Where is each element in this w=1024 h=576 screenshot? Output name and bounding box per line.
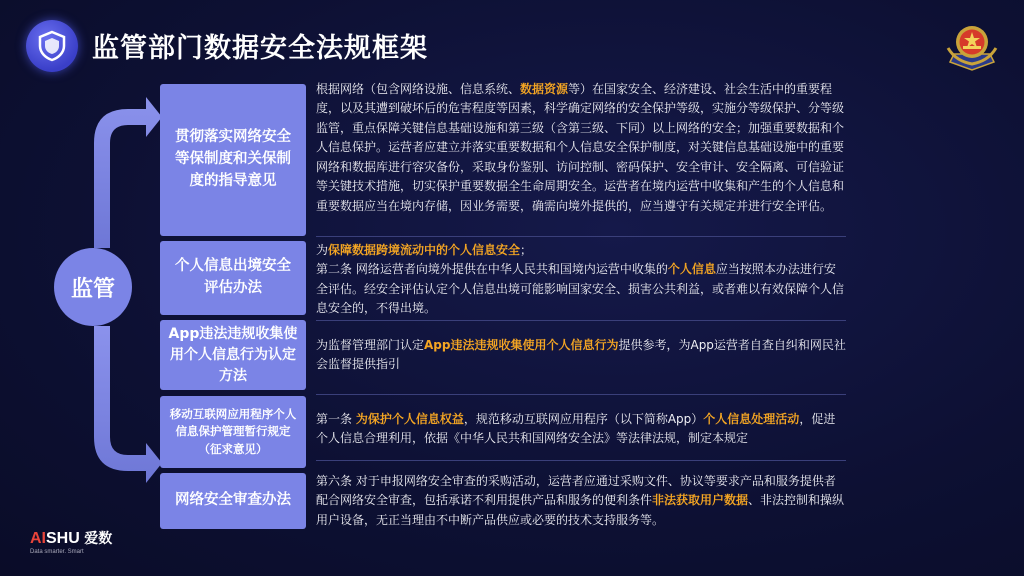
- logo-ai: AI: [30, 530, 46, 547]
- divider: [316, 394, 846, 395]
- item-label-3: App违法违规收集使用个人信息行为认定方法: [160, 320, 306, 390]
- desc-text: 提供参考，为App运营者自查自纠和网民社会监督提供指引: [316, 338, 846, 372]
- desc-text: 、非法控制和操纵用户设备，无正当理由不中断产品供应或必要的技术支持服务等。: [316, 493, 845, 527]
- highlight-text: 个人信息处理活动: [703, 412, 800, 426]
- item-label-1: 贯彻落实网络安全等保制度和关保制度的指导意见: [160, 84, 306, 236]
- hub-circle: 监管: [54, 248, 132, 326]
- desc-text: 第六条 对于申报网络安全审查的采购活动，运营者应通过采购文件、协议等要求产品和服务提供者配合网络安全审查，包括承诺不利用提供产品和服务的便利条件: [316, 474, 836, 508]
- highlight-text: 为保护个人信息权益: [355, 412, 464, 426]
- desc-text: 等）在国家安全、经济建设、社会生活中的重要程度，以及其遭到破坏后的危害程度等因素，科学确定网络的安全保护等级，实施分等级保护、分等级监管，重点保障关键信息基础设施和第三级（含第三级、下同）以上网络的安全；加强重要数据和个人信息保护。运营者应建立并落实重要数据和个人信息安全保护制度，对关键信息基础设施中的重要网络和数据库进行容灾备份，采取身份鉴别、访问控制、密码保护、安全审计、安全隔离、可信验证等关键技术措施，切实保护重要数据全生命周期安全。运营者在境内运营中收集和产生的个人信息和重要数据应当在境内存储，因业务需要，确需向境外提供的，应当遵守有关规定并进行安全评估。: [316, 82, 845, 213]
- item-desc-5: [316, 472, 846, 530]
- desc-text: 第一条: [316, 412, 356, 426]
- logo-cn: 爱数: [84, 531, 113, 547]
- item-desc-2: [316, 241, 846, 319]
- desc-text: 为: [316, 243, 329, 257]
- divider: [316, 236, 846, 237]
- item-desc-1: [316, 80, 846, 216]
- item-label-2: 个人信息出境安全评估办法: [160, 241, 306, 315]
- desc-text: 应当按照本办法进行安全评估。经安全评估认定个人信息出境可能影响国家安全、损害公共利益，或者难以有效保障个人信息安全的，不得出境。: [316, 262, 845, 316]
- item-label-5: 网络安全审查办法: [160, 473, 306, 529]
- logo-tagline: Data smarter. Smart: [30, 549, 84, 555]
- divider: [316, 460, 846, 461]
- logo-shu: SHU: [46, 530, 80, 547]
- desc-text: 第二条 网络运营者向境外提供在中华人民共和国境内运营中收集的: [316, 262, 668, 277]
- highlight-text: 个人信息: [667, 262, 716, 277]
- desc-text: 根据网络（包含网络设施、信息系统、: [316, 82, 521, 96]
- police-emblem-icon: [944, 18, 1000, 74]
- highlight-text: 非法获取用户数据: [652, 493, 749, 508]
- page-title: 监管部门数据安全法规框架: [92, 33, 428, 64]
- item-desc-4: [316, 410, 846, 449]
- item-label-4: 移动互联网应用程序个人信息保护管理暂行规定（征求意见）: [160, 396, 306, 468]
- highlight-text: 保障数据跨境流动中的个人信息安全: [328, 243, 521, 257]
- desc-text: ，促进个人信息合理利用，依据《中华人民共和国网络安全法》等法律法规，制定本规定: [316, 412, 836, 446]
- highlight-text: 数据资源: [520, 82, 569, 96]
- desc-text: ；: [520, 243, 533, 257]
- divider: [316, 320, 846, 321]
- desc-text: ，规范移动互联网应用程序（以下简称App）: [463, 412, 704, 426]
- aishu-logo: [30, 528, 112, 548]
- item-desc-3: [316, 336, 846, 375]
- highlight-text: App违法违规收集使用个人信息行为: [424, 338, 619, 352]
- desc-text: 为监督管理部门认定: [316, 338, 425, 352]
- shield-logo-icon: [26, 20, 78, 72]
